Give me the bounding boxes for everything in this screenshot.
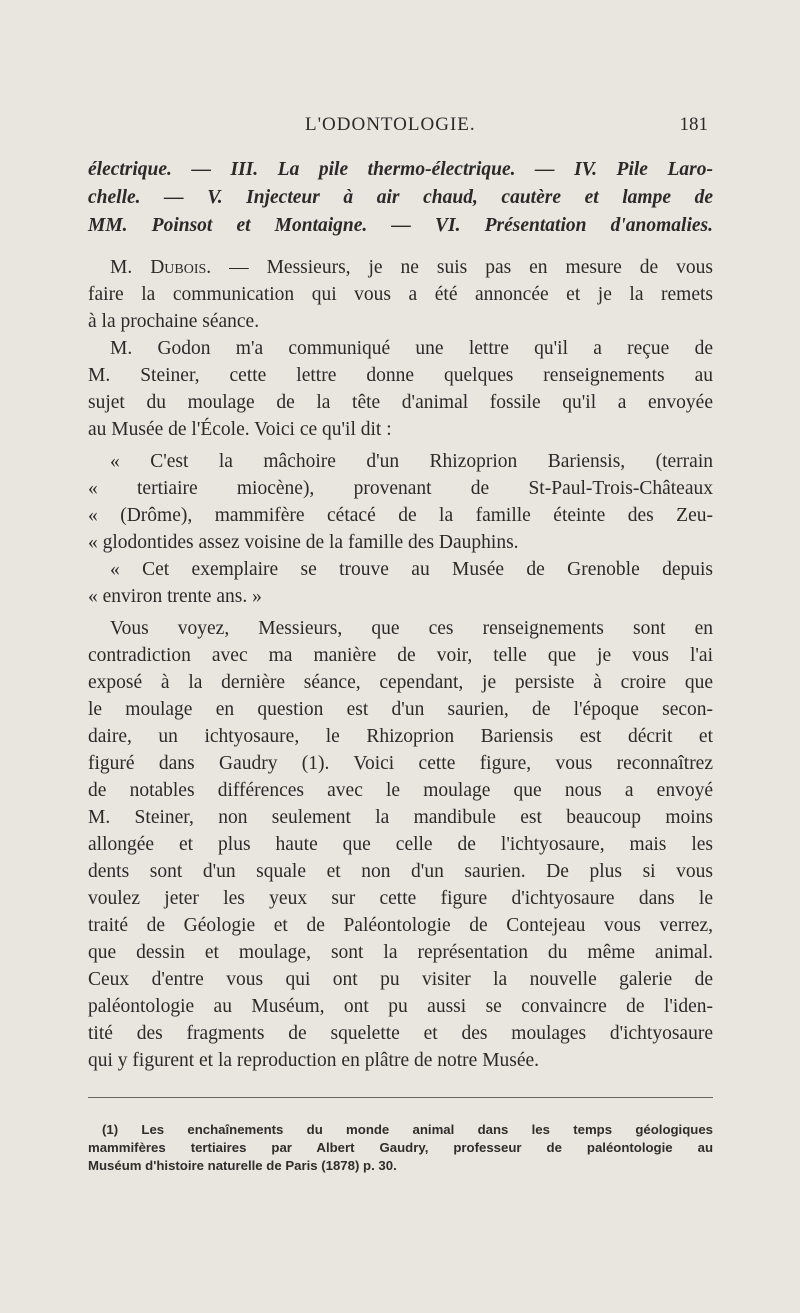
speaker-name: Dubois xyxy=(150,257,207,278)
body-line: le moulage en question est d'un saurien, de l'époque secon- xyxy=(88,699,713,720)
footnote-line: mammifères tertiaires par Albert Gaudry, professeur de paléontologie au xyxy=(88,1140,713,1155)
speaker-prefix: M. xyxy=(110,257,133,278)
speaker-line xyxy=(110,255,713,281)
speaker-text: . — Messieurs, je ne suis pas en mesure de vous xyxy=(206,257,713,278)
quote-line: « glodontides assez voisine de la famille des Dauphins. xyxy=(88,532,519,553)
body-line: Ceux d'entre vous qui ont pu visiter la nouvelle galerie de xyxy=(88,969,713,990)
body-line: paléontologie au Muséum, ont pu aussi se convaincre de l'iden- xyxy=(88,996,713,1017)
quote-line: « tertiaire miocène), provenant de St-Paul-Trois-Châteaux xyxy=(88,478,713,499)
body-line: daire, un ichtyosaure, le Rhizoprion Bariensis est décrit et xyxy=(88,726,713,747)
heading-line: MM. Poinsot et Montaigne. — VI. Présentation d'anomalies. xyxy=(88,215,713,236)
body-line: de notables différences avec le moulage que nous a envoyé xyxy=(88,780,713,801)
body-line: M. Godon m'a communiqué une lettre qu'il a reçue de xyxy=(110,338,713,359)
body-line: que dessin et moulage, sont la représentation du même animal. xyxy=(88,942,713,963)
quote-line: « environ trente ans. » xyxy=(88,586,262,607)
quote-line: « (Drôme), mammifère cétacé de la famille éteinte des Zeu- xyxy=(88,505,713,526)
body-line: sujet du moulage de la tête d'animal fossile qu'il a envoyée xyxy=(88,392,713,413)
quote-line: « C'est la mâchoire d'un Rhizoprion Bariensis, (terrain xyxy=(110,451,713,472)
body-line: contradiction avec ma manière de voir, telle que je vous l'ai xyxy=(88,645,713,666)
page-number: 181 xyxy=(679,114,708,135)
body-line: dents sont d'un squale et non d'un saurien. De plus si vous xyxy=(88,861,713,882)
footnote-line: (1) Les enchaînements du monde animal dans les temps géologiques xyxy=(102,1122,713,1137)
body-line: allongée et plus haute que celle de l'ichtyosaure, mais les xyxy=(88,834,713,855)
quote-line: « Cet exemplaire se trouve au Musée de Grenoble depuis xyxy=(110,559,713,580)
body-line: faire la communication qui vous a été annoncée et je la remets xyxy=(88,284,713,305)
body-line: à la prochaine séance. xyxy=(88,311,260,332)
footnote-line: Muséum d'histoire naturelle de Paris (1878) p. 30. xyxy=(88,1158,397,1173)
body-line: exposé à la dernière séance, cependant, je persiste à croire que xyxy=(88,672,713,693)
body-line: tité des fragments de squelette et des moulages d'ichtyosaure xyxy=(88,1023,713,1044)
body-line: voulez jeter les yeux sur cette figure d'ichtyosaure dans le xyxy=(88,888,713,909)
footnote-rule xyxy=(88,1097,713,1098)
body-line: M. Steiner, non seulement la mandibule est beaucoup moins xyxy=(88,807,713,828)
body-line: traité de Géologie et de Paléontologie de Contejeau vous verrez, xyxy=(88,915,713,936)
body-line: M. Steiner, cette lettre donne quelques renseignements au xyxy=(88,365,713,386)
heading-line: électrique. — III. La pile thermo-électrique. — IV. Pile Laro- xyxy=(88,159,713,180)
body-line: figuré dans Gaudry (1). Voici cette figure, vous reconnaîtrez xyxy=(88,753,713,774)
body-line: Vous voyez, Messieurs, que ces renseignements sont en xyxy=(110,618,713,639)
body-line: au Musée de l'École. Voici ce qu'il dit : xyxy=(88,419,392,440)
body-line: qui y figurent et la reproduction en plâtre de notre Musée. xyxy=(88,1050,540,1071)
heading-line: chelle. — V. Injecteur à air chaud, cautère et lampe de xyxy=(88,187,713,208)
running-head: L'ODONTOLOGIE. xyxy=(305,114,476,135)
page-header xyxy=(0,114,800,138)
